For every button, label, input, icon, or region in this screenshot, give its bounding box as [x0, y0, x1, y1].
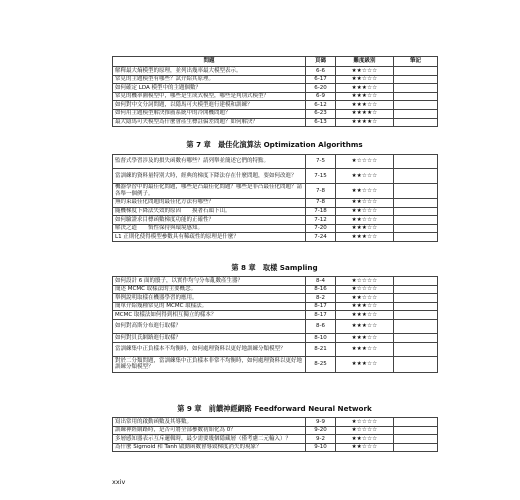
notes-cell: [394, 198, 438, 207]
page-ref-cell: 7-18: [306, 207, 336, 216]
table-row: [113, 207, 438, 216]
header-difficulty: 難度級別: [336, 57, 394, 67]
difficulty-stars: ★★☆☆☆: [336, 435, 394, 444]
notes-cell: [394, 207, 438, 216]
difficulty-stars: ★★★☆☆: [336, 224, 394, 233]
notes-cell: [394, 311, 438, 320]
table-row: [113, 443, 438, 452]
header-question: 問題: [113, 57, 306, 67]
table-row: [113, 342, 438, 356]
table-row: [113, 183, 438, 198]
notes-cell: [394, 75, 438, 84]
header-ref: 頁碼: [306, 57, 336, 67]
page-ref-cell: 6-6: [306, 67, 336, 76]
page-ref-cell: 8-2: [306, 294, 336, 303]
question-cell: 解釋最大熵模型的原理，並列出幾率最大模型表示。: [113, 67, 306, 76]
question-cell: 最大隱馬可夫模型為什麼會產生標註偏差問題？如何解決？: [113, 118, 306, 127]
header-notes: 筆記: [394, 57, 438, 67]
table-row: [113, 198, 438, 207]
question-cell: L1 正則化使得模型參數具有稀疏性的原理是什麼？: [113, 233, 306, 242]
question-cell: 如何對貝氏網路進行取樣？: [113, 334, 306, 343]
notes-cell: [394, 342, 438, 356]
question-cell: 如何對高斯分布進行取樣？: [113, 319, 306, 333]
chapter-7-heading: 第 7 章 最佳化演算法 Optimization Algorithms: [186, 140, 363, 149]
table-row: [113, 67, 438, 76]
page-ref-cell: 6-20: [306, 84, 336, 93]
table-header-row: [113, 57, 438, 67]
notes-cell: [394, 435, 438, 444]
difficulty-stars: ★★☆☆☆: [336, 198, 394, 207]
question-cell: 監督式學習涉及的損失函數有哪些？請列舉並簡述它們的特點。: [113, 155, 306, 169]
difficulty-stars: ★★★☆☆: [336, 311, 394, 320]
page-ref-cell: 8-16: [306, 285, 336, 294]
table-row: [113, 319, 438, 333]
table-row: [113, 101, 438, 110]
notes-cell: [394, 357, 438, 372]
question-cell: 多層感知器表示互斥邏輯時，最少需要幾個隱藏層（僅考慮二元輸入）？: [113, 435, 306, 444]
page-ref-cell: 9-10: [306, 443, 336, 452]
table-row: [113, 109, 438, 118]
question-cell: 如何確定 LDA 模型中的主題個數？: [113, 84, 306, 93]
table-row: [113, 216, 438, 225]
question-cell: 對於二分類問題，當訓練集中正負樣本非常不均衡時，如何處理資料以更好地訓練分類模型？: [113, 357, 306, 372]
page-ref-cell: 9-20: [306, 426, 336, 435]
notes-cell: [394, 319, 438, 333]
difficulty-stars: ★★☆☆☆: [336, 443, 394, 452]
question-cell: 當訓練的資料量特別大時，經典的梯度下降法存在什麼問題，要如何改進？: [113, 169, 306, 183]
page-ref-cell: 6-9: [306, 92, 336, 101]
table-row: [113, 357, 438, 372]
difficulty-stars: ★★★☆☆: [336, 302, 394, 311]
difficulty-stars: ★★☆☆☆: [336, 183, 394, 198]
notes-cell: [394, 224, 438, 233]
chapter-8-heading: 第 8 章 取樣 Sampling: [231, 263, 318, 272]
difficulty-stars: ★☆☆☆☆: [336, 426, 394, 435]
notes-cell: [394, 183, 438, 198]
notes-cell: [394, 285, 438, 294]
question-table-ch6: [112, 56, 438, 127]
difficulty-stars: ★★★☆☆: [336, 101, 394, 110]
page-ref-cell: 6-23: [306, 109, 336, 118]
difficulty-stars: ★★★★☆: [336, 109, 394, 118]
page-ref-cell: 9-9: [306, 418, 336, 427]
table-row: [113, 426, 438, 435]
difficulty-stars: ★★☆☆☆: [336, 216, 394, 225]
question-cell: 為什麼 Sigmoid 和 Tanh 啟動函數會導致梯度消失的現象？: [113, 443, 306, 452]
notes-cell: [394, 233, 438, 242]
question-table-ch7: [112, 154, 438, 242]
page-ref-cell: 7-12: [306, 216, 336, 225]
difficulty-stars: ★★★☆☆: [336, 92, 394, 101]
difficulty-stars: ★☆☆☆☆: [336, 418, 394, 427]
difficulty-stars: ★☆☆☆☆: [336, 285, 394, 294]
question-cell: 如何驗證求目標函數梯度功能的正確性？: [113, 216, 306, 225]
page-ref-cell: 7-20: [306, 224, 336, 233]
table-row: [113, 84, 438, 93]
page-ref-cell: 8-21: [306, 342, 336, 356]
difficulty-stars: ★☆☆☆☆: [336, 277, 394, 286]
question-cell: 訓練神經網路時，是否可將全部參數初始化為 0？: [113, 426, 306, 435]
question-cell: 隨機梯度下降法失效的原因 摸著石頭下山。: [113, 207, 306, 216]
notes-cell: [394, 67, 438, 76]
question-cell: 舉例說明取樣在機器學習的應用。: [113, 294, 306, 303]
notes-cell: [394, 418, 438, 427]
table-row: [113, 435, 438, 444]
question-cell: 簡單介紹幾種常見的 MCMC 取樣法。: [113, 302, 306, 311]
table-row: [113, 294, 438, 303]
question-cell: 常見的主題模型有哪些？試介紹其原理。: [113, 75, 306, 84]
table-row: [113, 418, 438, 427]
question-cell: 如何用主題模型解決推薦系統中的冷開機問題？: [113, 109, 306, 118]
difficulty-stars: ★★☆☆☆: [336, 169, 394, 183]
difficulty-stars: ★★★★☆: [336, 118, 394, 127]
table-row: [113, 302, 438, 311]
difficulty-stars: ★★★☆☆: [336, 233, 394, 242]
difficulty-stars: ★★☆☆☆: [336, 207, 394, 216]
question-table-ch8: [112, 276, 438, 373]
page-number: xxiv: [112, 478, 126, 486]
notes-cell: [394, 277, 438, 286]
question-cell: 如何設計 6 面的骰子，以實作均勻分布亂數產生器？: [113, 277, 306, 286]
notes-cell: [394, 169, 438, 183]
page-ref-cell: 8-25: [306, 357, 336, 372]
difficulty-stars: ★☆☆☆☆: [336, 155, 394, 169]
page-ref-cell: 9-2: [306, 435, 336, 444]
question-table-ch9: [112, 417, 438, 452]
chapter-9-heading: 第 9 章 前饋神經網路 Feedforward Neural Network: [177, 404, 372, 413]
page-ref-cell: 6-13: [306, 118, 336, 127]
page-ref-cell: 7-15: [306, 169, 336, 183]
table-row: [113, 118, 438, 127]
table-row: [113, 224, 438, 233]
table-row: [113, 311, 438, 320]
page-ref-cell: 6-17: [306, 75, 336, 84]
page-ref-cell: 8-6: [306, 319, 336, 333]
question-cell: MCMC 取樣法如何得到相互獨立的樣本？: [113, 311, 306, 320]
notes-cell: [394, 92, 438, 101]
page-ref-cell: 8-10: [306, 334, 336, 343]
page-ref-cell: 6-12: [306, 101, 336, 110]
table-row: [113, 233, 438, 242]
notes-cell: [394, 443, 438, 452]
difficulty-stars: ★★☆☆☆: [336, 67, 394, 76]
question-cell: 解決之道 慣性保持與環境感知。: [113, 224, 306, 233]
page-ref-cell: 7-5: [306, 155, 336, 169]
table-row: [113, 169, 438, 183]
notes-cell: [394, 84, 438, 93]
question-cell: 無約束最佳化問題的最佳化方法有哪些？: [113, 198, 306, 207]
page-ref-cell: 8-4: [306, 277, 336, 286]
question-cell: 簡述 MCMC 取樣法的主要概念。: [113, 285, 306, 294]
notes-cell: [394, 101, 438, 110]
notes-cell: [394, 109, 438, 118]
page-ref-cell: 7-8: [306, 198, 336, 207]
question-cell: 當訓練集中正負樣本不均衡時，如何處理資料以更好地訓練分類模型？: [113, 342, 306, 356]
table-row: [113, 285, 438, 294]
notes-cell: [394, 216, 438, 225]
notes-cell: [394, 302, 438, 311]
page-ref-cell: 8-17: [306, 311, 336, 320]
page-ref-cell: 7-8: [306, 183, 336, 198]
page-ref-cell: 7-24: [306, 233, 336, 242]
table-row: [113, 92, 438, 101]
notes-cell: [394, 294, 438, 303]
difficulty-stars: ★★★☆☆: [336, 342, 394, 356]
notes-cell: [394, 118, 438, 127]
difficulty-stars: ★★★☆☆: [336, 334, 394, 343]
notes-cell: [394, 426, 438, 435]
difficulty-stars: ★★☆☆☆: [336, 294, 394, 303]
difficulty-stars: ★★★☆☆: [336, 84, 394, 93]
difficulty-stars: ★★★☆☆: [336, 319, 394, 333]
table-row: [113, 277, 438, 286]
notes-cell: [394, 334, 438, 343]
question-cell: 常見的機率圖模型中，哪些是生成式模型，哪些是判別式模型？: [113, 92, 306, 101]
page-ref-cell: 8-17: [306, 302, 336, 311]
difficulty-stars: ★★★☆☆: [336, 357, 394, 372]
question-cell: 如何對中文分詞問題，以隱馬可夫模型進行建模和訓練？: [113, 101, 306, 110]
notes-cell: [394, 155, 438, 169]
table-row: [113, 334, 438, 343]
question-cell: 寫出常用的啟動函數及其導數。: [113, 418, 306, 427]
table-row: [113, 75, 438, 84]
question-cell: 機器學習中的最佳化問題，哪些是凸最佳化問題？哪些是非凸最佳化問題？請各舉一個例子。: [113, 183, 306, 198]
difficulty-stars: ★★☆☆☆: [336, 75, 394, 84]
table-row: [113, 155, 438, 169]
